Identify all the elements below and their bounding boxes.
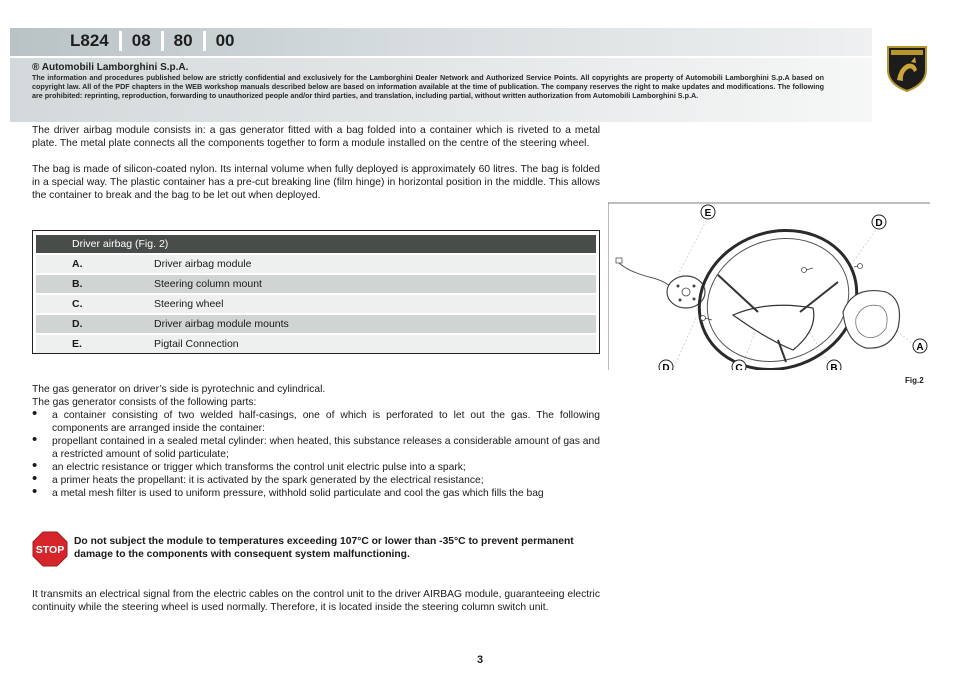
list-item: • propellant contained in a sealed metal cylinder: when heated, this substance releases a considerable amount of gas and a restricted amount of solid particulate;	[32, 435, 600, 461]
gas-intro-line-1: The gas generator on driver’s side is pyrotechnic and cylindrical.	[32, 384, 326, 395]
lamborghini-logo	[885, 44, 929, 92]
callout-d-bottom	[659, 360, 673, 370]
legend-table	[32, 230, 600, 354]
page-number: 3	[476, 654, 484, 666]
row-value: Pigtail Connection	[154, 338, 239, 350]
copyright-notice: The information and procedures published below are strictly confidential and exclusively for the Lamborghini Dealer Network and Authorized Service Points. All copyrights are property of Automobili Lamborghini S.p.A based on copyright law. All of the PDF chapters in the WEB workshop manuals described below are based on information available at the time of publication. The company reserves the right to make updates and modifications. The following are prohibited: reprinting, reproduction, forwarding to unauthorized people and/or third parties, and translation, including partial, without written authorization from Automobili Lamborghini S.p.A.	[32, 73, 824, 101]
row-value: Steering wheel	[154, 298, 224, 310]
doc-code-model: L824	[70, 31, 109, 50]
gas-generator-parts-list	[32, 409, 600, 500]
document-codes	[70, 31, 245, 51]
steering-wheel-hub	[733, 305, 814, 350]
table-row	[36, 295, 596, 313]
table-row	[36, 335, 596, 353]
pigtail-connector	[616, 258, 622, 263]
figure-caption: Fig.2	[905, 376, 924, 385]
copyright-title: ® Automobili Lamborghini S.p.A.	[32, 62, 189, 73]
stop-sign-icon	[32, 531, 68, 567]
stop-sign-text: STOP	[35, 544, 65, 556]
row-key: C.	[72, 298, 83, 310]
airbag-exploded-diagram	[608, 200, 930, 370]
doc-code-group: 08	[119, 31, 161, 51]
callout-label: A	[916, 342, 924, 353]
closing-paragraph: It transmits an electrical signal from the electric cables on the control unit to the driver AIRBAG module, guaranteeing electric continuity while the steering wheel is used normally. Therefore, it is located inside the steering column switch unit.	[32, 589, 600, 613]
callout-b	[827, 360, 841, 370]
row-key: D.	[72, 318, 83, 330]
callout-label: C	[735, 363, 743, 370]
row-value: Driver airbag module	[154, 258, 252, 270]
row-key: B.	[72, 278, 83, 290]
airbag-module	[843, 291, 900, 349]
table-row	[36, 315, 596, 333]
callout-label: B	[830, 363, 838, 370]
callout-label: D	[875, 218, 883, 229]
list-item: • an electric resistance or trigger which transforms the control unit electric pulse into a spark;	[32, 461, 600, 474]
callout-e	[701, 205, 715, 219]
table-row	[36, 255, 596, 273]
callout-d-top	[872, 215, 886, 229]
intro-paragraph-2: The bag is made of silicon-coated nylon. Its internal volume when fully deployed is approximately 60 litres. The bag is folded in a special way. The plastic container has a pre-cut breaking line (film hinge) in horizontal position in the middle. This allows the container to break and the bag to be let out when deployed.	[32, 164, 600, 201]
warning-text: Do not subject the module to temperatures exceeding 107°C or lower than -35°C to prevent permanent damage to the components with consequent system malfunctioning.	[74, 536, 574, 560]
list-item: • a primer heats the propellant: it is activated by the spark generated by the electrical resistance;	[32, 474, 600, 487]
list-item: • a metal mesh filter is used to uniform pressure, withhold solid particulate and cool the gas which fills the bag	[32, 487, 600, 500]
legend-table-title: Driver airbag (Fig. 2)	[36, 235, 596, 253]
row-key: A.	[72, 258, 83, 270]
gas-generator-intro	[32, 383, 600, 409]
row-key: E.	[72, 338, 82, 350]
callout-label: D	[662, 363, 670, 370]
steering-wheel-rim	[680, 209, 877, 370]
list-item: • a container consisting of two welded half-casings, one of which is perforated to let out the gas. The following components are arranged inside the container:	[32, 409, 600, 435]
doc-code-section: 00	[203, 31, 245, 51]
table-row	[36, 275, 596, 293]
doc-code-subgroup: 80	[161, 31, 203, 51]
intro-paragraph-1: The driver airbag module consists in: a gas generator fitted with a bag folded into a container which is riveted to a metal plate. The metal plate connects all the components together to form a module installed on the centre of the steering wheel.	[32, 125, 600, 149]
callout-a	[913, 339, 927, 353]
callout-label: E	[704, 208, 712, 219]
row-value: Driver airbag module mounts	[154, 318, 289, 330]
gas-intro-line-2: The gas generator consists of the following parts:	[32, 397, 257, 408]
callout-c	[732, 360, 746, 370]
row-value: Steering column mount	[154, 278, 262, 290]
